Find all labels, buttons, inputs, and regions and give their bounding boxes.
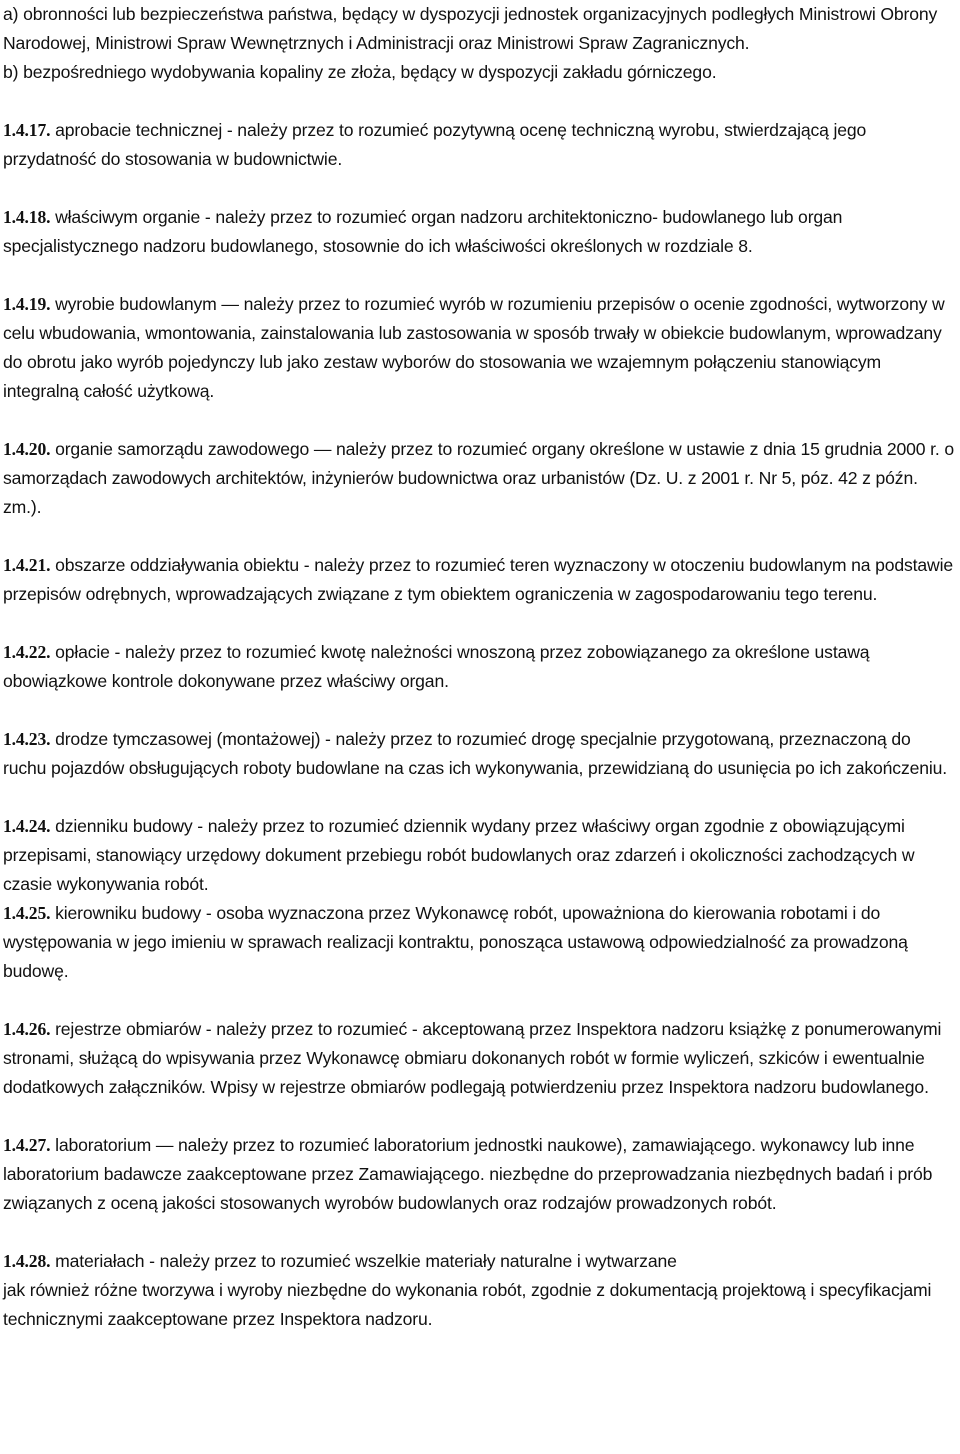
section-number: 1.4.22. [3, 642, 51, 662]
definition-1-4-25 [3, 899, 957, 986]
definition-1-4-23 [3, 725, 957, 783]
definition-text: organie samorządu zawodowego — należy przez to rozumieć organy określone w ustawie z dnia 15 grudnia 2000 r. o samorządach zawodowych architektów, inżynierów budownictwa oraz urbanistów (Dz. U. z 2001 r. Nr 5, póz. 42 z późn. zm.). [3, 439, 954, 517]
definition-1-4-22 [3, 638, 957, 696]
definition-1-4-28 [3, 1247, 957, 1276]
definition-text: laboratorium — należy przez to rozumieć laboratorium jednostki naukowe), zamawiającego. wykonawcy lub inne laboratorium badawcze zaakceptowane przez Zamawiającego. niezbędne do przeprowadzania niezbędnych badań i prób związanych z oceną jakości stosowanych wyrobów budowlanych oraz rodzajów prowadzonych robót. [3, 1135, 933, 1213]
section-number: 1.4.24. [3, 816, 51, 836]
section-number: 1.4.27. [3, 1135, 51, 1155]
definition-text: opłacie - należy przez to rozumieć kwotę należności wnoszoną przez zobowiązanego za określone ustawą obowiązkowe kontrole dokonywane przez właściwy organ. [3, 642, 870, 691]
section-number: 1.4.28. [3, 1251, 51, 1271]
definition-1-4-18 [3, 203, 957, 261]
definition-text: materiałach - należy przez to rozumieć wszelkie materiały naturalne i wytwarzane [55, 1251, 677, 1271]
section-number: 1.4.19. [3, 294, 51, 314]
definition-text: właściwym organie - należy przez to rozumieć organ nadzoru architektoniczno- budowlanego lub organ specjalistycznego nadzoru budowlanego, stosownie do ich właściwości określonych w rozdziale 8. [3, 207, 843, 256]
intro-paragraph-a: a) obronności lub bezpieczeństwa państwa, będący w dyspozycji jednostek organizacyjnych podległych Ministrowi Obrony Narodowej, Ministrowi Spraw Wewnętrznych i Administracji oraz Ministrowi Spraw Zagranicznych. [3, 4, 938, 53]
definition-text: wyrobie budowlanym — należy przez to rozumieć wyrób w rozumieniu przepisów o ocenie zgodności, wytworzony w celu wbudowania, wmontowania, zainstalowania lub zastosowania w sposób trwały w obiekcie budowlanym, wprowadzany do obrotu jako wyrób pojedynczy lub jako zestaw wyborów do stosowania we wzajemnym połączeniu stanowiącym integralną całość użytkową. [3, 294, 945, 401]
intro-paragraph-b: b) bezpośredniego wydobywania kopaliny ze złoża, będący w dyspozycji zakładu górniczego. [3, 62, 717, 82]
document-page [3, 0, 957, 1334]
definition-1-4-27 [3, 1131, 957, 1218]
section-number: 1.4.25. [3, 903, 51, 923]
definition-1-4-20 [3, 435, 957, 522]
definition-1-4-24 [3, 812, 957, 899]
definition-text: drodze tymczasowej (montażowej) - należy przez to rozumieć drogę specjalnie przygotowaną, przeznaczoną do ruchu pojazdów obsługujących roboty budowlane na czas ich wykonywania, przewidzianą do usunięcia po ich zakończeniu. [3, 729, 947, 778]
definition-text: obszarze oddziaływania obiektu - należy przez to rozumieć teren wyznaczony w otoczeniu budowlanym na podstawie przepisów odrębnych, wprowadzających związane z tym obiektem ograniczenia w zagospodarowaniu tego terenu. [3, 555, 953, 604]
section-number: 1.4.23. [3, 729, 51, 749]
section-number: 1.4.18. [3, 207, 51, 227]
definition-1-4-17 [3, 116, 957, 174]
definition-1-4-19 [3, 290, 957, 406]
section-number: 1.4.17. [3, 120, 51, 140]
definition-text: kierowniku budowy - osoba wyznaczona przez Wykonawcę robót, upoważniona do kierowania robotami i do występowania w jego imieniu w sprawach realizacji kontraktu, ponosząca ustawową odpowiedzialność za prowadzoną budowę. [3, 903, 908, 981]
section-number: 1.4.20. [3, 439, 51, 459]
definition-1-4-26 [3, 1015, 957, 1102]
definition-1-4-28-continued: jak również różne tworzywa i wyroby niezbędne do wykonania robót, zgodnie z dokumentacją projektową i specyfikacjami technicznymi zaakceptowane przez Inspektora nadzoru. [3, 1280, 932, 1329]
definition-1-4-21 [3, 551, 957, 609]
section-number: 1.4.26. [3, 1019, 51, 1039]
definition-text: dzienniku budowy - należy przez to rozumieć dziennik wydany przez właściwy organ zgodnie z obowiązującymi przepisami, stanowiący urzędowy dokument przebiegu robót budowlanych oraz zdarzeń i okoliczności zachodzących w czasie wykonywania robót. [3, 816, 915, 894]
definition-text: aprobacie technicznej - należy przez to rozumieć pozytywną ocenę techniczną wyrobu, stwierdzającą jego przydatność do stosowania w budownictwie. [3, 120, 867, 169]
section-number: 1.4.21. [3, 555, 51, 575]
definition-text: rejestrze obmiarów - należy przez to rozumieć - akceptowaną przez Inspektora nadzoru książkę z ponumerowanymi stronami, służącą do wpisywania przez Wykonawcę obmiaru dokonanych robót w formie wyliczeń, szkiców i ewentualnie dodatkowych załączników. Wpisy w rejestrze obmiarów podlegają potwierdzeniu przez Inspektora nadzoru budowlanego. [3, 1019, 942, 1097]
